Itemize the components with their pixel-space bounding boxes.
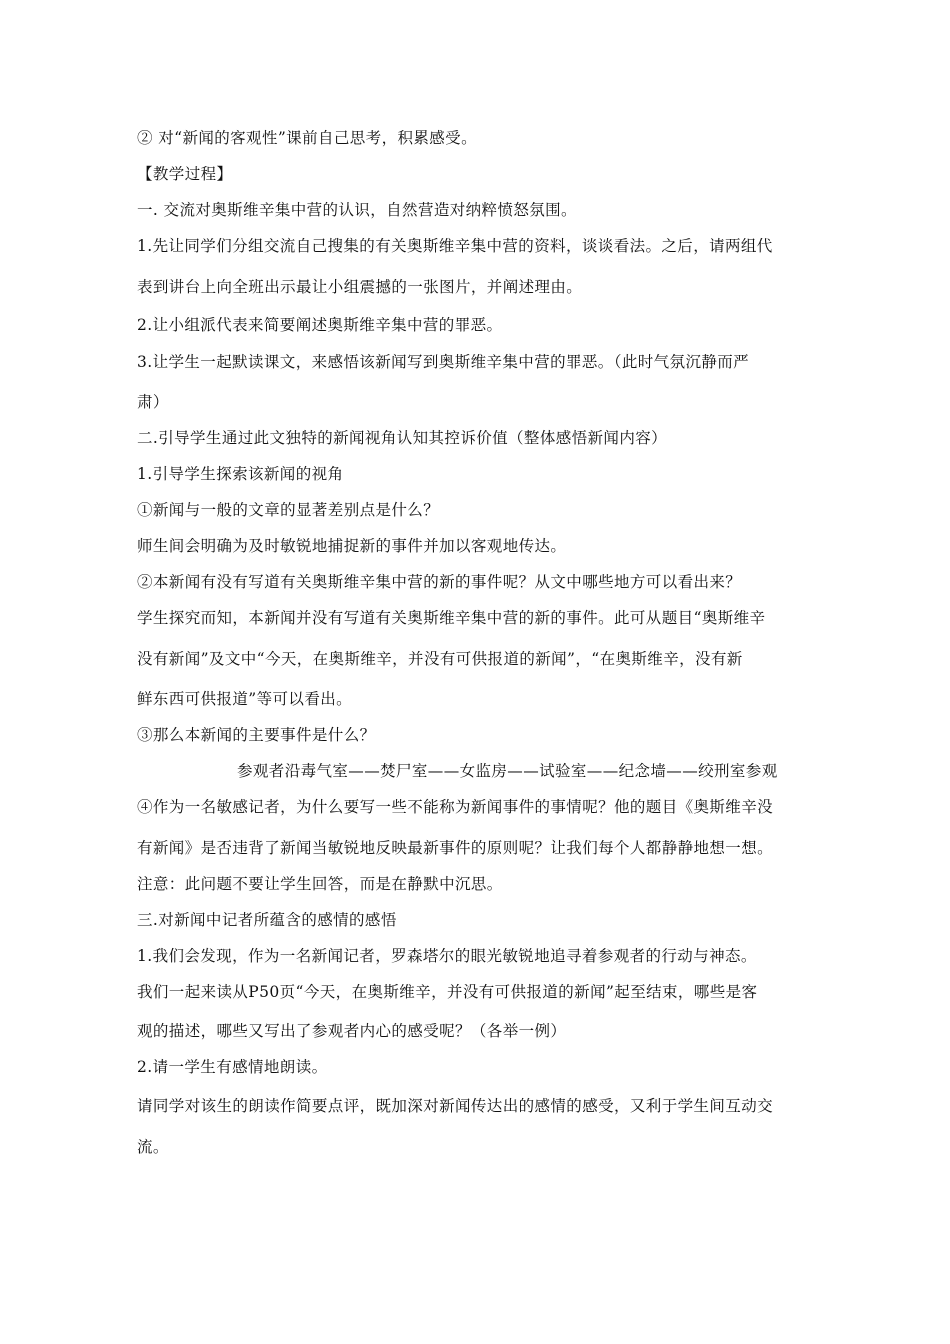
text-line: 2.请一学生有感情地朗读。 — [137, 1058, 328, 1076]
text-line: 2.让小组派代表来简要阐述奥斯维辛集中营的罪恶。 — [137, 316, 503, 334]
text-line: 学生探究而知，本新闻并没有写道有关奥斯维辛集中营的新的事件。此可从题目“奥斯维辛 — [137, 609, 766, 627]
text-line: 3.让学生一起默读课文，来感悟该新闻写到奥斯维辛集中营的罪恶。（此时气氛沉静而严 — [137, 353, 750, 371]
text-line: 流。 — [137, 1138, 169, 1156]
text-line: 参观者沿毒气室——焚尸室——女监房——试验室——纪念墙——绞刑室参观 — [237, 762, 778, 780]
section-heading: 【教学过程】 — [137, 165, 233, 183]
text-line: 观的描述，哪些又写出了参观者内心的感受呢？（各举一例） — [137, 1022, 567, 1040]
text-line: ②本新闻有没有写道有关奥斯维辛集中营的新的事件呢？从文中哪些地方可以看出来？ — [137, 573, 742, 591]
text-line: 表到讲台上向全班出示最让小组震撼的一张图片，并阐述理由。 — [137, 278, 583, 296]
text-line: ①新闻与一般的文章的显著差别点是什么？ — [137, 501, 440, 519]
text-line: 有新闻》是否违背了新闻当敏锐地反映最新事件的原则呢？让我们每个人都静静地想一想。 — [137, 839, 774, 857]
text-line: 注意：此问题不要让学生回答，而是在静默中沉思。 — [137, 875, 503, 893]
text-line: ④作为一名敏感记者，为什么要写一些不能称为新闻事件的事情呢？他的题目《奥斯维辛没 — [137, 798, 774, 816]
text-line: 1.我们会发现，作为一名新闻记者，罗森塔尔的眼光敏锐地追寻着参观者的行动与神态。 — [137, 947, 757, 965]
text-line: 1.引导学生探索该新闻的视角 — [137, 465, 344, 483]
text-line: 我们一起来读从P50页“今天，在奥斯维辛，并没有可供报道的新闻”起至结束，哪些是客 — [137, 983, 758, 1001]
section-heading: 三.对新闻中记者所蕴含的感情的感悟 — [137, 911, 397, 929]
text-line: ③那么本新闻的主要事件是什么？ — [137, 726, 376, 744]
text-line: 鲜东西可供报道”等可以看出。 — [137, 690, 353, 708]
text-line: ② 对“新闻的客观性”课前自己思考，积累感受。 — [137, 129, 477, 147]
text-line: 没有新闻”及文中“今天，在奥斯维辛，并没有可供报道的新闻”，“在奥斯维辛，没有新 — [137, 650, 743, 668]
section-heading: 二.引导学生通过此文独特的新闻视角认知其控诉价值（整体感悟新闻内容） — [137, 429, 668, 447]
text-line: 请同学对该生的朗读作简要点评，既加深对新闻传达出的感情的感受，又利于学生间互动交 — [137, 1097, 774, 1115]
text-line: 师生间会明确为及时敏锐地捕捉新的事件并加以客观地传达。 — [137, 537, 567, 555]
section-heading: 一. 交流对奥斯维辛集中营的认识，自然营造对纳粹愤怒氛围。 — [137, 201, 577, 219]
text-line: 肃） — [137, 393, 169, 411]
text-line: 1.先让同学们分组交流自己搜集的有关奥斯维辛集中营的资料，谈谈看法。之后，请两组代 — [137, 237, 773, 255]
